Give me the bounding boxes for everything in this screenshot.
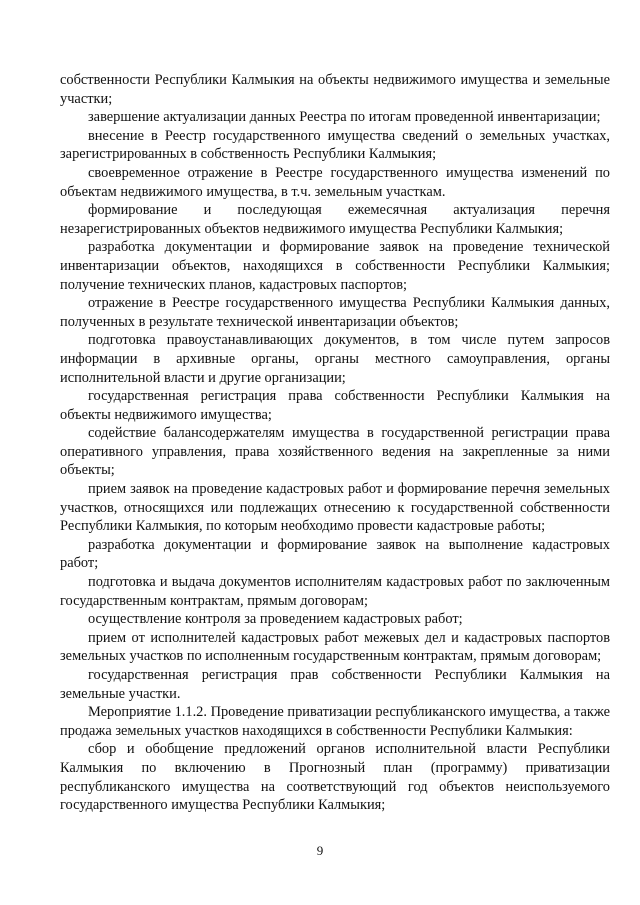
paragraph: государственная регистрация прав собственности Республики Калмыкия на земельные участки.	[60, 667, 610, 702]
paragraph: отражение в Реестре государственного имущества Республики Калмыкия данных, полученных в результате технической инвентаризации объектов;	[60, 295, 610, 330]
paragraph: собственности Республики Калмыкия на объекты недвижимого имущества и земельные участки;	[60, 72, 610, 107]
paragraph: подготовка и выдача документов исполнителям кадастровых работ по заключенным государственным контрактам, прямым договорам;	[60, 574, 610, 609]
paragraph: внесение в Реестр государственного имущества сведений о земельных участках, зарегистрированных в собственность Республики Калмыкия;	[60, 127, 610, 163]
paragraph: завершение актуализации данных Реестра по итогам проведенной инвентаризации;	[88, 109, 601, 126]
paragraph: сбор и обобщение предложений органов исполнительной власти Республики Калмыкия по включению в Прогнозный план (программу) приватизации республиканского имущества на соответствующий год объектов неиспользуемого государственного имущества Республики Калмыкия;	[60, 741, 610, 814]
paragraph: подготовка правоустанавливающих документов, в том числе путем запросов информации в архивные органы, органы местного самоуправления, органы исполнительной власти и другие организации;	[60, 332, 610, 386]
paragraph: прием от исполнителей кадастровых работ межевых дел и кадастровых паспортов земельных участков по исполненным государственным контрактам, прямым договорам;	[60, 629, 610, 665]
paragraph: государственная регистрация права собственности Республики Калмыкия на объекты недвижимого имущества;	[60, 388, 610, 423]
page-number: 9	[316, 843, 324, 858]
paragraph: Мероприятие 1.1.2. Проведение приватизации республиканского имущества, а также продажа земельных участков находящихся в собственности Республики Калмыкия:	[60, 704, 610, 739]
paragraph: осуществление контроля за проведением кадастровых работ;	[88, 611, 463, 628]
paragraph: содействие балансодержателям имущества в государственной регистрации права оперативного управления, права хозяйственного ведения на закрепленные за ними объекты;	[60, 425, 610, 479]
paragraph: разработка документации и формирование заявок на проведение технической инвентаризации объектов, находящихся в собственности Республики Калмыкия; получение технических планов, кадастровых паспортов;	[60, 239, 610, 293]
document-body	[60, 71, 610, 815]
paragraph: разработка документации и формирование заявок на выполнение кадастровых работ;	[60, 536, 610, 572]
paragraph: своевременное отражение в Реестре государственного имущества изменений по объектам недвижимого имущества, в т.ч. земельным участкам.	[60, 164, 610, 200]
paragraph: формирование и последующая ежемесячная актуализация перечня незарегистрированных объектов недвижимого имущества Республики Калмыкия;	[60, 202, 610, 237]
paragraph: прием заявок на проведение кадастровых работ и формирование перечня земельных участков, относящихся или подлежащих отнесению к государственной собственности Республики Калмыкия, по которым необходимо провести кадастровые работы;	[60, 481, 610, 535]
